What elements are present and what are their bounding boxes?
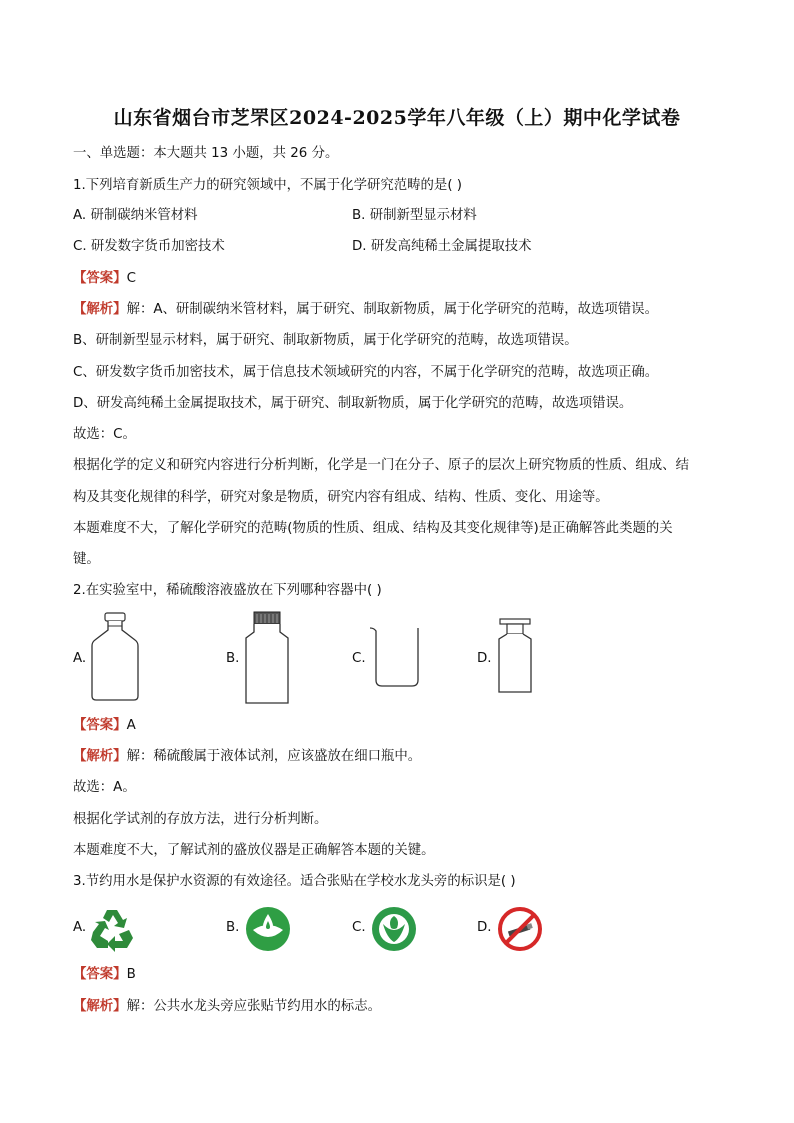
q3-option-b xyxy=(226,906,326,952)
analysis-tag: 【解析】 xyxy=(73,999,127,1014)
q3-option-a xyxy=(73,906,173,952)
q3-stem: 3.节约用水是保护水资源的有效途径。适合张贴在学校水龙头旁的标识是( ) xyxy=(73,874,516,889)
q1-choice: 故选：C。 xyxy=(73,427,136,442)
q1-option-d: D. 研发高纯稀土金属提取技术 xyxy=(352,239,532,254)
answer-tag: 【答案】 xyxy=(73,718,127,733)
q3-answer-value: B xyxy=(126,967,136,982)
page-title: 山东省烟台市芝罘区2024-2025学年八年级（上）期中化学试卷 xyxy=(113,107,681,129)
q2-option-d-label: D. xyxy=(477,651,492,666)
q1-stem: 1.下列培育新质生产力的研究领域中，不属于化学研究范畴的是( ) xyxy=(73,178,463,193)
narrow-mouth-bottle-icon xyxy=(89,612,141,702)
q3-option-c-label: C. xyxy=(352,920,366,935)
wide-mouth-bottle-icon xyxy=(242,610,292,706)
q1-option-a: A. 研制碳纳米管材料 xyxy=(73,208,198,223)
q1-analysis-line: D、研发高纯稀土金属提取技术，属于研究、制取新物质，属于化学研究的范畴，故选项错误。 xyxy=(73,396,633,411)
green-food-icon xyxy=(371,906,417,952)
q2-option-c-label: C. xyxy=(352,651,366,666)
q2-option-c xyxy=(352,622,442,692)
recycle-icon xyxy=(89,906,135,952)
q2-option-b xyxy=(226,610,326,706)
water-saving-icon xyxy=(245,906,291,952)
q3-option-a-label: A. xyxy=(73,920,87,935)
q2-option-d xyxy=(477,617,567,695)
answer-tag: 【答案】 xyxy=(73,967,127,982)
q3-answer xyxy=(73,966,136,984)
q2-analysis-first: 解：稀硫酸属于液体试剂，应该盛放在细口瓶中。 xyxy=(126,749,422,764)
q3-option-c xyxy=(352,906,452,952)
q1-answer-value: C xyxy=(126,271,136,286)
q1-comment: 键。 xyxy=(73,552,100,567)
q3-option-d xyxy=(477,906,577,952)
beaker-icon xyxy=(368,622,424,690)
q1-analysis xyxy=(73,301,658,319)
q2-option-b-label: B. xyxy=(226,651,240,666)
q1-analysis-line: B、研制新型显示材料，属于研究、制取新物质，属于化学研究的范畴，故选项错误。 xyxy=(73,333,578,348)
answer-tag: 【答案】 xyxy=(73,271,127,286)
q1-answer xyxy=(73,270,136,288)
q2-stem: 2.在实验室中，稀硫酸溶液盛放在下列哪种容器中( ) xyxy=(73,583,382,598)
section-heading: 一、单选题：本大题共 13 小题，共 26 分。 xyxy=(73,146,339,161)
q3-analysis xyxy=(73,998,381,1016)
q1-method: 根据化学的定义和研究内容进行分析判断，化学是一门在分子、原子的层次上研究物质的性质、组成、结 xyxy=(73,458,689,473)
q1-analysis-first: 解：A、研制碳纳米管材料，属于研究、制取新物质，属于化学研究的范畴，故选项错误。 xyxy=(126,302,658,317)
q1-comment: 本题难度不大，了解化学研究的范畴(物质的性质、组成、结构及其变化规律等)是正确解答此类题的关 xyxy=(73,521,673,536)
q3-option-d-label: D. xyxy=(477,920,492,935)
q2-answer xyxy=(73,717,136,735)
q2-analysis xyxy=(73,748,421,766)
q2-comment: 本题难度不大，了解试剂的盛放仪器是正确解答本题的关键。 xyxy=(73,843,435,858)
q1-method: 构及其变化规律的科学，研究对象是物质，研究内容有组成、结构、性质、变化、用途等。 xyxy=(73,490,609,505)
q3-analysis-first: 解：公共水龙头旁应张贴节约用水的标志。 xyxy=(126,999,381,1014)
q1-option-b: B. 研制新型显示材料 xyxy=(352,208,477,223)
q3-option-b-label: B. xyxy=(226,920,240,935)
q1-option-c: C. 研发数字货币加密技术 xyxy=(73,239,225,254)
q2-method: 根据化学试剂的存放方法，进行分析判断。 xyxy=(73,812,328,827)
drop-bottle-icon xyxy=(495,617,535,695)
q2-choice: 故选：A。 xyxy=(73,780,136,795)
q2-option-a xyxy=(73,612,173,704)
q2-option-a-label: A. xyxy=(73,651,87,666)
analysis-tag: 【解析】 xyxy=(73,302,127,317)
no-smoking-icon xyxy=(497,906,543,952)
q2-answer-value: A xyxy=(126,718,136,733)
q1-analysis-line: C、研发数字货币加密技术，属于信息技术领域研究的内容，不属于化学研究的范畴，故选项正确。 xyxy=(73,365,659,380)
analysis-tag: 【解析】 xyxy=(73,749,127,764)
